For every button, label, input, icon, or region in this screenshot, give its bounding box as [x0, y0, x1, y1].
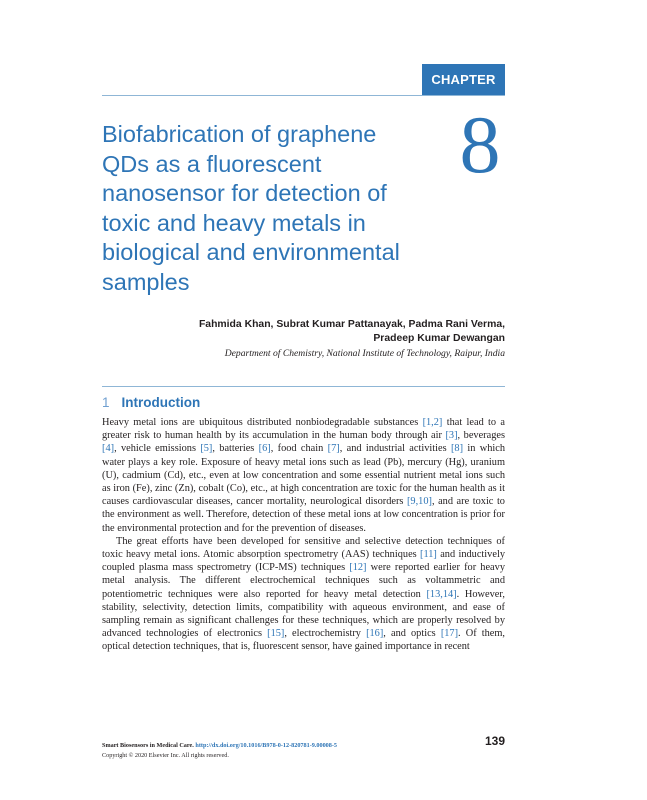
author-list [180, 318, 505, 346]
chapter-rule [102, 95, 505, 96]
paragraph-text: , and optics [383, 628, 441, 640]
paragraph-text: , and are toxic to the environment as well. Therefore, detection of these metal ions at low concentration is prior for the environmental protection and for the prevention of diseases. [102, 496, 505, 534]
citation-link[interactable]: [13,14] [426, 588, 457, 600]
citation-link[interactable]: [17] [440, 628, 459, 640]
paragraph-text: , and industrial activities [339, 443, 451, 455]
affiliation: Department of Chemistry, National Institute of Technology, Raipur, India [224, 348, 505, 359]
section-title: Introduction [121, 395, 201, 410]
paragraph-text: in which water plays a key role. Exposure of heavy metal ions such as lead (Pb), mercury (Hg), uranium (U), cadmium (Cd), etc., even at low concentration and some essential nutrient metal ions such as iron (Fe), zinc (Zn), cobalt (Co), etc., at high concentration are toxic for the human health as it causes cardiovascular diseases, cancer mortality, neurological disorders [102, 443, 506, 508]
paragraph-2 [102, 535, 505, 654]
paragraph-text: were reported earlier for heavy metal analysis. The different electrochemical techniques such as voltammetric and potentiometric techniques were also reported for heavy metal detection [102, 562, 505, 600]
paragraph-text: , vehicle emissions [114, 443, 201, 455]
citation-link[interactable]: [8] [450, 443, 464, 455]
page-number: 139 [484, 734, 505, 748]
citation-link[interactable]: [11] [420, 549, 437, 561]
paragraph-text: that lead to a greater risk to human health by its accumulation in the human body through air [102, 417, 505, 442]
paragraph-text: and inductively coupled plasma mass spectrometry (ICP-MS) techniques [102, 549, 505, 574]
citation-link[interactable]: [5] [200, 443, 213, 455]
section-number: 1 [102, 395, 110, 410]
section-heading [102, 394, 200, 412]
author-line-1: Fahmida Khan, Subrat Kumar Pattanayak, Padma Rani Verma, [198, 319, 505, 330]
page-footer [102, 741, 382, 761]
paragraph-text: , beverages [457, 430, 505, 442]
citation-link[interactable]: [6] [258, 443, 271, 455]
citation-link[interactable]: [4] [102, 443, 115, 455]
body-text [102, 416, 505, 654]
citation-link[interactable]: [15] [267, 628, 285, 640]
paragraph-text: , batteries [212, 443, 259, 455]
book-title: Smart Biosensors in Medical Care. [102, 742, 194, 749]
chapter-label: CHAPTER [431, 72, 496, 87]
paragraph-1 [102, 416, 505, 535]
footer-citation [102, 741, 382, 751]
citation-link[interactable]: [12] [349, 562, 367, 574]
chapter-label-bar [422, 64, 505, 95]
paragraph-text: Heavy metal ions are ubiquitous distributed nonbiodegradable substances [102, 417, 423, 428]
chapter-number: 8 [459, 99, 501, 190]
doi-link[interactable]: http://dx.doi.org/10.1016/B978-0-12-820781-9.00008-5 [195, 742, 338, 749]
citation-link[interactable]: [16] [366, 628, 384, 640]
citation-link[interactable]: [3] [445, 430, 458, 442]
paragraph-text: , electrochemistry [284, 628, 367, 640]
paragraph-text: . Of them, optical detection techniques, that is, fluorescent sensor, have gained importance in recent [102, 628, 505, 653]
chapter-title: Biofabrication of graphene QDs as a fluorescent nanosensor for detection of toxic and heavy metals in biological and environmental samples [102, 121, 400, 295]
paragraph-text: The great efforts have been developed for sensitive and selective detection techniques of toxic heavy metal ions. Atomic absorption spectrometry (AAS) techniques [102, 535, 505, 561]
citation-link[interactable]: [7] [327, 443, 340, 455]
paragraph-text: . However, stability, selectivity, detection limits, compatibility with aqueous environment, and ease of sampling remain as significant challenges for these techniques, which are properly resolved by advanced technologies of electronics [102, 588, 505, 640]
paragraph-text: , food chain [270, 443, 328, 455]
copyright-notice: Copyright © 2020 Elsevier Inc. All rights reserved. [102, 752, 229, 759]
citation-link[interactable]: [9,10] [406, 496, 432, 508]
author-line-2: Pradeep Kumar Dewangan [373, 333, 505, 344]
section-rule [102, 386, 505, 387]
citation-link[interactable]: [1,2] [422, 417, 443, 428]
